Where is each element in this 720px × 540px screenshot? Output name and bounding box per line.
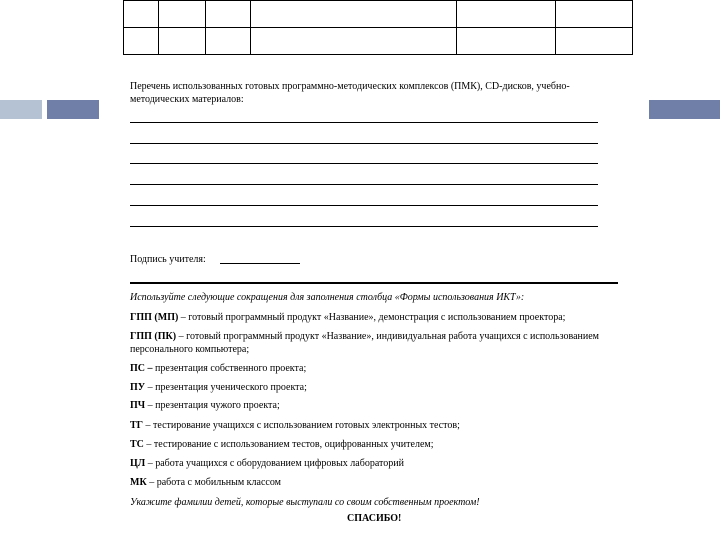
table-row — [124, 1, 633, 28]
abbreviation-code: ЦЛ — [130, 458, 146, 469]
blank-line[interactable] — [130, 205, 598, 206]
abbreviation-code: МК — [130, 477, 147, 488]
table-cell[interactable] — [457, 1, 556, 28]
abbreviation-item — [130, 330, 630, 356]
abbreviation-item — [130, 381, 630, 394]
signature-line[interactable] — [220, 263, 300, 264]
table-cell[interactable] — [159, 1, 206, 28]
decor-bar-left-dark — [47, 100, 99, 119]
blank-line[interactable] — [130, 163, 598, 164]
table-row — [124, 28, 633, 55]
abbreviation-text: – готовый программный продукт «Название», демонстрация с использованием проектора; — [178, 312, 566, 323]
abbreviation-item — [130, 438, 630, 451]
abbreviation-item — [130, 476, 630, 489]
table-cell[interactable] — [206, 28, 251, 55]
abbreviation-item — [130, 311, 630, 324]
abbreviation-code: ТС — [130, 439, 144, 450]
decor-bar-right — [649, 100, 720, 119]
abbreviation-code: ПЧ — [130, 400, 146, 411]
abbreviation-code: ПС – — [130, 363, 153, 374]
abbreviation-code: ПУ — [130, 382, 146, 393]
table-cell[interactable] — [556, 28, 633, 55]
abbreviation-code: ГПП (ПК) — [130, 331, 177, 342]
closing-instruction: Укажите фамилии детей, которые выступали со своим собственным проектом! — [130, 497, 480, 508]
decor-bar-left-light — [0, 100, 42, 119]
abbreviation-text: презентация собственного проекта; — [152, 363, 307, 374]
blank-line[interactable] — [130, 184, 598, 185]
abbreviation-code: ГПП (МП) — [130, 312, 179, 323]
abbreviation-text: – тестирование с использованием тестов, оцифрованных учителем; — [143, 439, 434, 450]
table-cell[interactable] — [206, 1, 251, 28]
signature-label: Подпись учителя: — [130, 254, 206, 265]
table-cell[interactable] — [251, 28, 457, 55]
abbreviation-text: – работа с мобильным классом — [146, 477, 281, 488]
section-divider — [130, 282, 618, 284]
abbreviation-text: – презентация чужого проекта; — [145, 400, 280, 411]
table-cell[interactable] — [556, 1, 633, 28]
blank-line[interactable] — [130, 122, 598, 123]
abbreviation-item — [130, 362, 630, 375]
abbreviation-text: – работа учащихся с оборудованием цифровых лабораторий — [145, 458, 404, 469]
abbreviation-item — [130, 399, 630, 412]
abbreviation-text: – тестирование учащихся с использованием готовых электронных тестов; — [143, 420, 460, 431]
blank-line[interactable] — [130, 143, 598, 144]
abbreviation-text: – готовый программный продукт «Название», индивидуальная работа учащихся с использованием персонального компьютера; — [130, 331, 599, 355]
thanks-text: СПАСИБО! — [347, 513, 402, 524]
abbreviation-code: ТГ — [130, 420, 144, 431]
abbreviations-intro: Используйте следующие сокращения для заполнения столбца «Формы использования ИКТ»: — [130, 292, 525, 303]
table-cell[interactable] — [159, 28, 206, 55]
table-cell[interactable] — [124, 28, 159, 55]
table-cell[interactable] — [124, 1, 159, 28]
abbreviation-item — [130, 419, 630, 432]
abbreviation-text: – презентация ученического проекта; — [145, 382, 307, 393]
abbreviation-item — [130, 457, 630, 470]
table-cell[interactable] — [457, 28, 556, 55]
table-cell[interactable] — [251, 1, 457, 28]
form-table — [123, 0, 633, 55]
materials-list-heading: Перечень использованных готовых программно-методических комплексов (ПМК), CD-дисков, учебно-методических материалов: — [130, 81, 570, 105]
blank-line[interactable] — [130, 226, 598, 227]
